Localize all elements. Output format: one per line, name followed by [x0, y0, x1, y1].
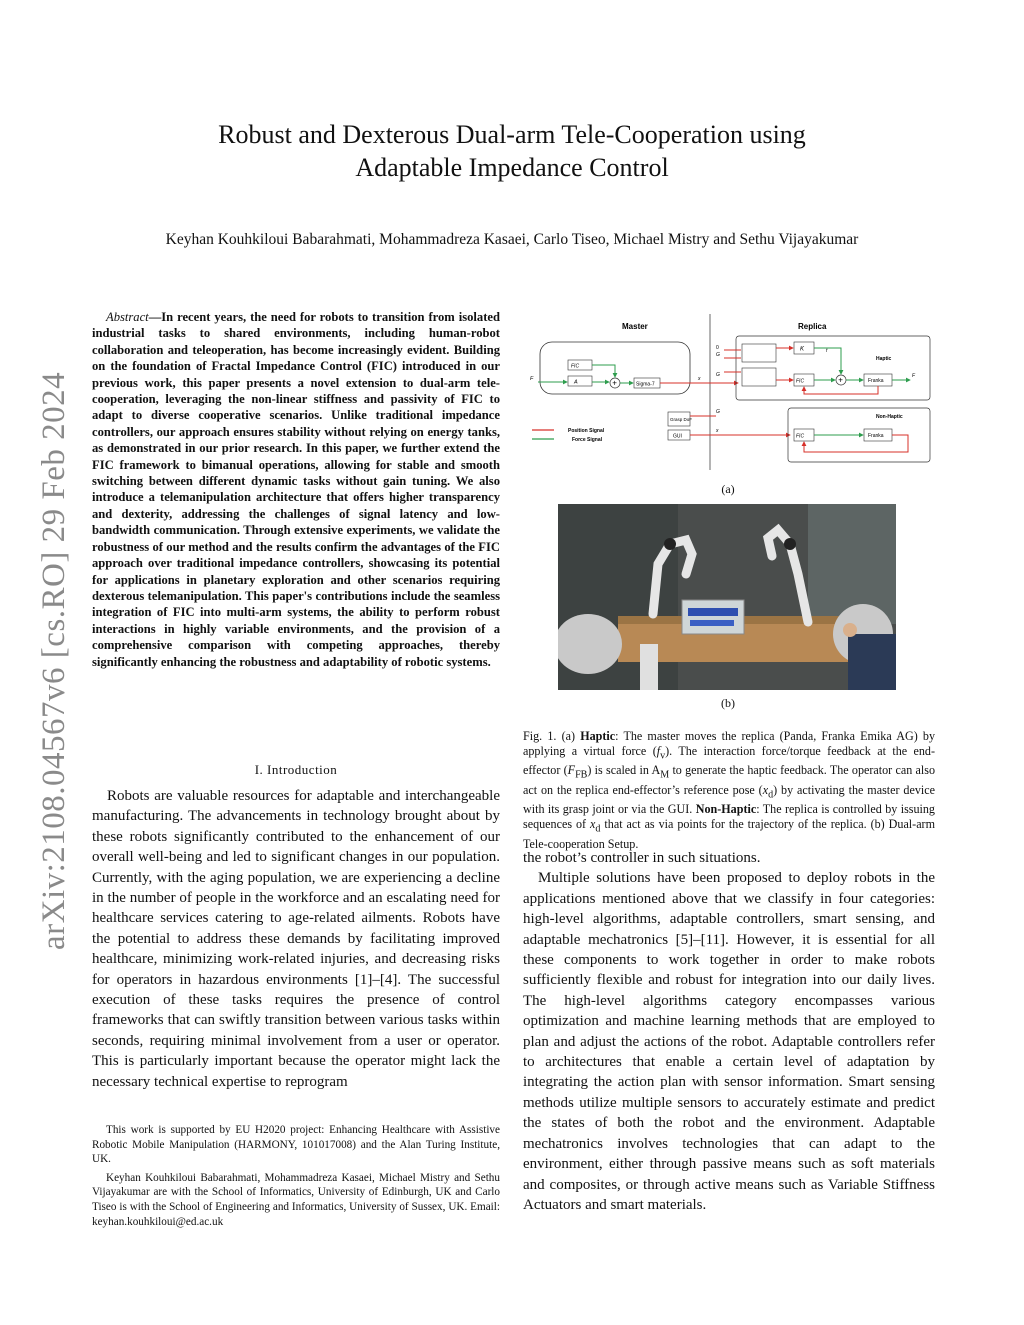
subcaption-a: (a)	[721, 482, 735, 496]
caption-lead: Fig. 1. (a)	[523, 729, 581, 743]
caption-ffb-sub: FB	[575, 769, 588, 781]
kv-text: K	[800, 346, 805, 353]
introduction-body	[92, 786, 500, 1092]
grasp-dof-text: Grasp DoF	[670, 417, 693, 422]
nonhaptic-feedback-loop	[804, 435, 908, 452]
haptic-label: Haptic	[876, 356, 892, 362]
right-column-paragraph: Multiple solutions have been proposed to deploy robots in the applications mentioned above that we classify in four categories: high-level algorithms, adaptable controllers, smart sensing, and adaptable mechatronics [5]–[11]. However, it is essential for all these components to work together in order to make robots sufficiently flexible and robust for integration into our daily lives. The high-level algorithms category encompasses various optimization and machine learning methods that are employed to plan and adjust the actions of the robot. Adaptable controllers refer to architectures that enable a certain level of adaptation by integrating the action plan with sensor information. Smart sensing methods utilize multiple sensors to accurately estimate and predict the states of both the robot and the environment. Adaptable mechatronics involves technologies that can adapt to the environment, either through passive means such as soft materials and composites, or through active means such as Variable Stiffness Actuators and smart materials.	[523, 870, 935, 1213]
right-operator-hand	[843, 623, 857, 637]
caption-fv-sub: v	[660, 750, 666, 762]
sum-plus-replica: +	[838, 375, 843, 385]
caption-xd2-sub: d	[595, 823, 601, 835]
caption-ffb: F	[567, 763, 576, 778]
photo-right-wall	[808, 504, 896, 624]
caption-haptic-label: Haptic	[580, 729, 616, 743]
caption-xd2: x	[590, 817, 596, 832]
caption-xd: x	[762, 782, 769, 797]
caption-part-1: : The master moves the replica (Panda, Franka Emika AG) by applying a virtual force (	[523, 729, 935, 758]
figure-1-caption	[523, 729, 935, 852]
f-fb-input-label: F	[530, 376, 534, 382]
title-line-2: Adaptable Impedance Control	[355, 153, 669, 182]
introduction-paragraph: Robots are valuable resources for adaptable and interchangeable manufacturing. The advancements in technology brought about by these robots significantly contributed to the enhancement of our overall well-being and led to significant changes in our population. Currently, with the aging population, we are experiencing a decline in the number of people in the workforce and an escalating need for healthcare services catering to age-related ailments. Robots have the potential to address these demands by facilitating improved healthcare, minimizing work-related injuries, and decreasing risks for operators in hazardous environments [1]–[4]. The successful execution of these tasks requires the presence of control frameworks that can swiftly transition between various tasks within seconds, requiring minimal involvement from a user or operator. This is particularly important because the operator might lack the necessary technical expertise to reprogram	[92, 788, 500, 1090]
caption-fv: f	[656, 744, 661, 758]
legend-force-label: Force Signal	[572, 437, 603, 443]
abstract-label: Abstract	[106, 310, 149, 324]
f-fb-output-label: F	[912, 373, 916, 379]
caption-part-2: ). The interaction force/torque feedback at the end-effector (	[523, 744, 935, 778]
gui-text: GUI	[673, 433, 682, 440]
figure-1a-diagram	[528, 312, 936, 472]
caption-part-5: ) by activating the master device with its grasp joint or via the GUI.	[523, 782, 935, 817]
gr-mid-label: G	[716, 372, 720, 378]
transparent-box	[682, 600, 744, 634]
left-robot-joint	[664, 538, 676, 550]
arxiv-id-text: arXiv:2108.04567v6 [cs.RO] 29 Feb 2024	[36, 371, 72, 950]
left-operator-arm	[640, 644, 658, 690]
fic-replica-text: FIC	[796, 378, 805, 385]
fv-label: f	[826, 348, 828, 354]
zero-label: 0	[716, 345, 719, 351]
abstract-text: In recent years, the need for robots to transition from isolated industrial tasks to shared environments, including human-robot collaboration and teleoperation, has become increasingly evident. Building on the foundation of Fractal Impedance Control (FIC) introduced in our previous work, this paper presents a novel extension to dual-arm tele-cooperation, leveraging the non-linear stiffness and passivity of FIC to adapt to diverse cooperative scenarios. Unlike traditional impedance controllers, our approach ensures stability without relying on energy tanks, as demonstrated in our prior research. In this paper, we further extend the FIC framework to bimanual operations, allowing for stable and smooth switching between different dynamic tasks without gain tuning. We also introduce a telemanipulation architecture that offers higher transparency and dexterity, addressing the challenges of signal latency and low-bandwidth communication. Through extensive experiments, we validate the robustness of our method and the results confirm the advantages of the FIC approach over traditional impedance controllers, showcasing its potential for applications in planetary exploration and other scenarios requiring dexterous telemanipulation. This paper's contributions include the seamless integration of FIC into multi-arm systems, the ability to perform robust interactions in highly variable environments, and the provision of a comprehensive comparison with competing approaches, thereby significantly enhancing the robustness and adaptability of robotic systems.	[92, 310, 500, 669]
fic-to-sum-line	[592, 365, 615, 377]
arxiv-identifier	[36, 350, 76, 950]
author-list: Keyhan Kouhkiloui Babarahmati, Mohammadreza Kasaei, Carlo Tiseo, Michael Mistry and Sethu Vijayakumar	[165, 231, 859, 248]
blue-object-lower	[690, 620, 734, 626]
footnote-funding: This work is supported by EU H2020 project: Enhancing Healthcare with Assistive Robotic Mobile Manipulation (HARMONY, 101017008) and the Alan Turing Institute, UK.	[92, 1124, 500, 1166]
sum-plus-master: +	[612, 378, 617, 388]
am-block	[568, 376, 592, 386]
gr-bottom-label: G	[716, 409, 720, 415]
caption-nonhaptic-label: Non-Haptic	[695, 802, 757, 817]
footnote-affiliations: Keyhan Kouhkiloui Babarahmati, Mohammadreza Kasaei, Michael Mistry and Sethu Vijayakumar are with the School of Informatics, University of Edinburgh, UK and Carlo Tiseo is with the School of Engineering and Informatics, University of Sussex, UK. Email: keyhan.kouhkiloui@ed.ac.uk	[92, 1171, 500, 1228]
haptic-feedback-loop	[804, 386, 878, 394]
sigma7-text: Sigma-7	[636, 381, 655, 388]
diagram-replica-label: Replica	[798, 322, 827, 331]
right-column-body	[523, 848, 935, 1215]
section-heading-introduction: I. Introduction	[254, 762, 338, 777]
switch-block-bottom	[742, 368, 776, 386]
right-robot-joint	[784, 538, 796, 550]
diagram-master-label: Master	[622, 322, 648, 331]
xm-label: x	[698, 376, 701, 382]
caption-part-6: : The replica is controlled by issuing sequences of	[523, 802, 935, 832]
franka-nonhaptic-text: Franka	[868, 433, 884, 439]
title-line-1: Robust and Dexterous Dual-arm Tele-Cooperation using	[218, 120, 806, 149]
blue-object	[688, 608, 738, 616]
caption-xd-sub: d	[768, 789, 774, 801]
caption-part-3: ) is scaled in A	[587, 763, 661, 778]
right-operator-arm	[848, 634, 896, 690]
paper-title	[100, 118, 924, 184]
continuation-line: the robot’s controller in such situations.	[523, 850, 761, 866]
caption-part-4: to generate the haptic feedback. The operator can also act on the replica end-effector’s reference pose (	[523, 763, 935, 797]
fic-nonhaptic-text: FIC	[796, 433, 805, 440]
xd-label: x	[716, 428, 719, 434]
legend-position-label: Position Signal	[568, 428, 605, 434]
abstract-dash: —	[148, 310, 162, 324]
non-haptic-label: Non-Haptic	[876, 414, 903, 420]
switch-block-top	[742, 344, 776, 362]
caption-am-sub: M	[660, 769, 670, 781]
kv-to-sum-line	[814, 348, 841, 374]
gr-top-label: G	[716, 352, 720, 358]
franka-haptic-text: Franka	[868, 378, 884, 384]
am-text: A	[574, 379, 578, 386]
figure-1b-photo	[558, 504, 896, 690]
footnotes	[92, 1123, 500, 1233]
fic-master-text: FIC	[571, 363, 580, 370]
caption-part-7: that act as via points for the trajectory of the replica. (b) Dual-arm Tele-cooperation Setup.	[523, 817, 935, 851]
abstract	[92, 309, 500, 670]
subcaption-b: (b)	[721, 696, 735, 710]
